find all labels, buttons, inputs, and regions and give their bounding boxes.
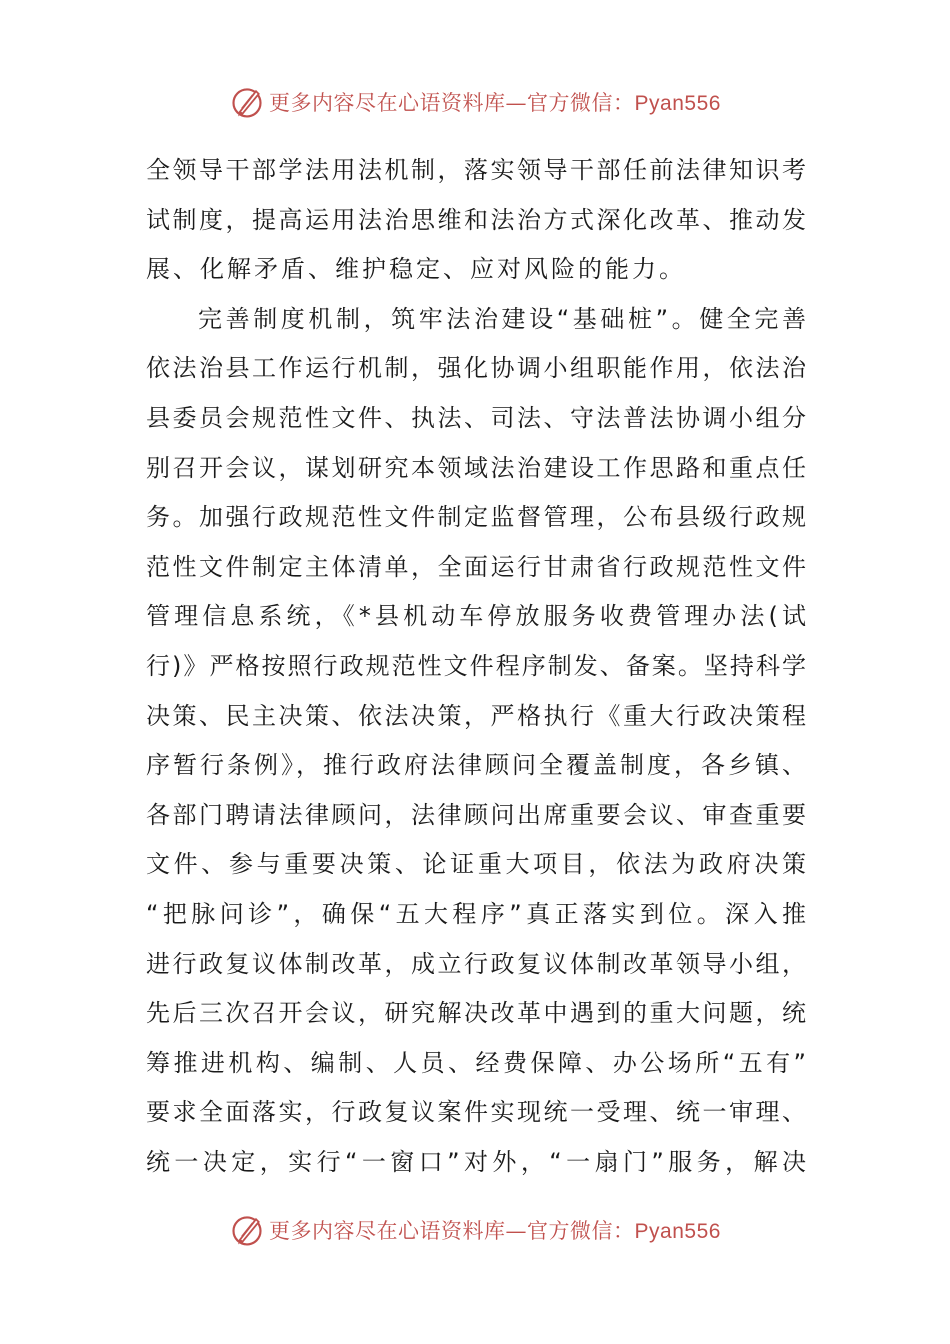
text-line: 序暂行条例》，推行政府法律顾问全覆盖制度，各乡镇、 [146, 751, 806, 780]
text-line: 行)》严格按照行政规范性文件程序制发、备案。坚持科学 [146, 651, 806, 680]
watermark-wechat-id: Pyan556 [634, 1220, 721, 1243]
text-line: 先后三次召开会议，研究解决改革中遇到的重大问题，统 [146, 999, 806, 1028]
watermark-banner-top [0, 82, 950, 122]
watermark-banner-bottom [0, 1210, 950, 1250]
text-line: 务。加强行政规范性文件制定监督管理，公布县级行政规 [146, 503, 806, 532]
pen-circle-logo-icon [229, 84, 265, 120]
watermark-text: 更多内容尽在心语资料库—官方微信： [269, 1219, 635, 1243]
watermark-wechat-id: Pyan556 [634, 92, 721, 115]
text-line: 进行政复议体制改革，成立行政复议体制改革领导小组， [146, 949, 806, 978]
text-line: 试制度，提高运用法治思维和法治方式深化改革、推动发 [146, 205, 806, 234]
text-line: 依法治县工作运行机制，强化协调小组职能作用，依法治 [146, 354, 806, 383]
text-line: 范性文件制定主体清单，全面运行甘肃省行政规范性文件 [146, 552, 806, 581]
text-line: 全领导干部学法用法机制，落实领导干部任前法律知识考 [146, 156, 806, 184]
text-line: 管理信息系统，《*县机动车停放服务收费管理办法(试 [146, 602, 806, 631]
text-line: 决策、民主决策、依法决策，严格执行《重大行政决策程 [146, 701, 806, 730]
text-line: 要求全面落实，行政复议案件实现统一受理、统一审理、 [146, 1098, 806, 1127]
text-line: 别召开会议，谋划研究本领域法治建设工作思路和重点任 [146, 453, 806, 482]
pen-circle-logo-icon [229, 1212, 265, 1248]
body-text [146, 146, 806, 1187]
text-line: 县委员会规范性文件、执法、司法、守法普法协调小组分 [146, 403, 806, 432]
watermark-text: 更多内容尽在心语资料库—官方微信： [269, 91, 635, 115]
text-line: 统一决定，实行“一窗口”对外，“一扇门”服务，解决 [146, 1147, 806, 1176]
text-line: 各部门聘请法律顾问，法律顾问出席重要会议、审查重要 [146, 800, 806, 829]
text-line: 文件、参与重要决策、论证重大项目，依法为政府决策 [146, 850, 806, 879]
text-line: 展、化解矛盾、维护稳定、应对风险的能力。 [146, 255, 686, 284]
paragraph-first-line: 完善制度机制，筑牢法治建设“基础桩”。健全完善 [198, 304, 806, 333]
text-line: 筹推进机构、编制、人员、经费保障、办公场所“五有” [146, 1048, 806, 1077]
text-line: “把脉问诊”，确保“五大程序”真正落实到位。深入推 [146, 899, 806, 928]
